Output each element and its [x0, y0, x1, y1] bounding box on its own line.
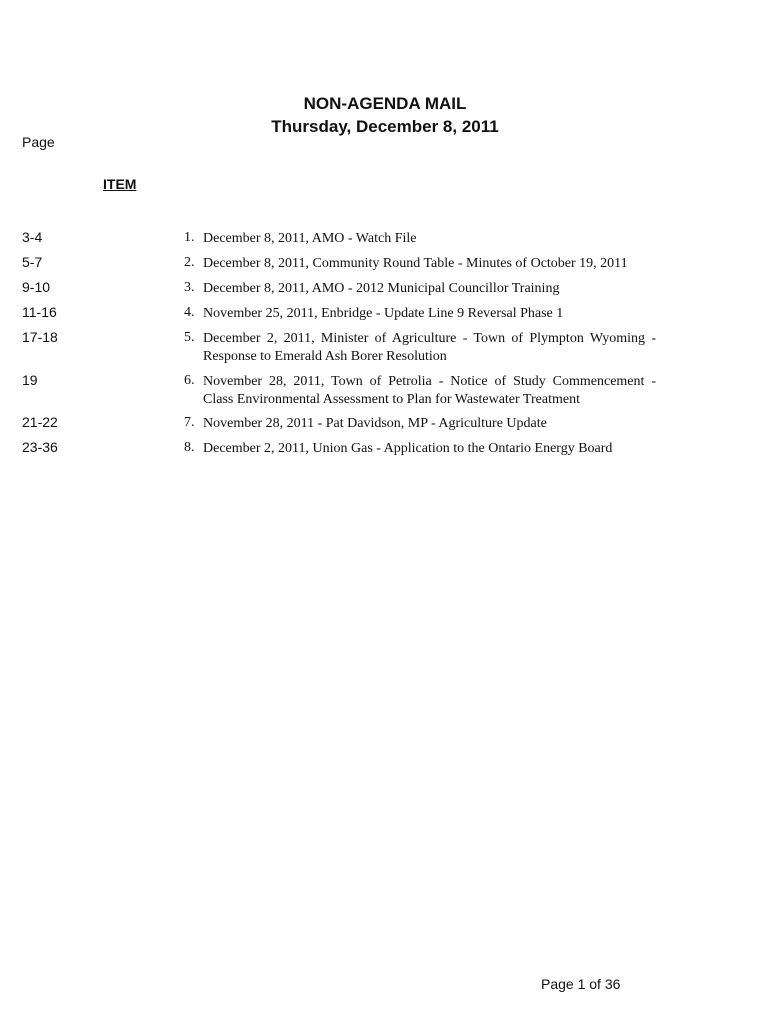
item-line: December 8, 2011, Community Round Table - Minutes of October 19, 2011 — [203, 256, 628, 271]
page-range: 17-18 — [22, 329, 58, 345]
item-description — [203, 305, 656, 323]
page-range: 21-22 — [22, 414, 58, 430]
page-range: 9-10 — [22, 279, 51, 295]
item-description — [203, 440, 656, 458]
item-description — [203, 255, 656, 273]
item-number: 8. — [184, 440, 195, 455]
item-description — [203, 230, 656, 248]
item-line: November 25, 2011, Enbridge - Update Line 9 Reversal Phase 1 — [203, 306, 564, 321]
item-number: 6. — [184, 373, 195, 388]
item-line: November 28, 2011 - Pat Davidson, MP - Agriculture Update — [203, 416, 547, 431]
item-number: 3. — [184, 280, 195, 295]
page-range: 19 — [22, 372, 38, 388]
document-title: NON-AGENDA MAIL — [303, 94, 467, 113]
item-line: December 2, 2011, Minister of Agriculture - Town of Plympton Wyoming - — [203, 331, 656, 346]
item-description — [203, 330, 656, 366]
item-line: December 2, 2011, Union Gas - Application to the Ontario Energy Board — [203, 441, 613, 456]
item-number: 4. — [184, 305, 195, 320]
item-line: Response to Emerald Ash Borer Resolution — [203, 349, 447, 364]
page-range: 11-16 — [22, 304, 57, 320]
page-range: 5-7 — [22, 254, 43, 270]
item-number: 2. — [184, 255, 195, 270]
item-number: 5. — [184, 330, 195, 345]
item-number: 1. — [184, 230, 195, 245]
item-line: December 8, 2011, AMO - 2012 Municipal Councillor Training — [203, 281, 560, 296]
item-description — [203, 280, 656, 298]
page-column-label: Page — [22, 134, 55, 150]
item-column-label: ITEM — [103, 176, 137, 192]
page-range: 3-4 — [22, 229, 43, 245]
item-description — [203, 373, 656, 409]
item-number: 7. — [184, 415, 195, 430]
page-range: 23-36 — [22, 439, 58, 455]
item-description — [203, 415, 656, 433]
item-line: December 8, 2011, AMO - Watch File — [203, 231, 417, 246]
page-indicator: Page 1 of 36 — [541, 976, 621, 992]
document-date: Thursday, December 8, 2011 — [271, 117, 499, 136]
item-line: November 28, 2011, Town of Petrolia - Notice of Study Commencement - — [203, 374, 656, 389]
item-line: Class Environmental Assessment to Plan for Wastewater Treatment — [203, 392, 580, 407]
